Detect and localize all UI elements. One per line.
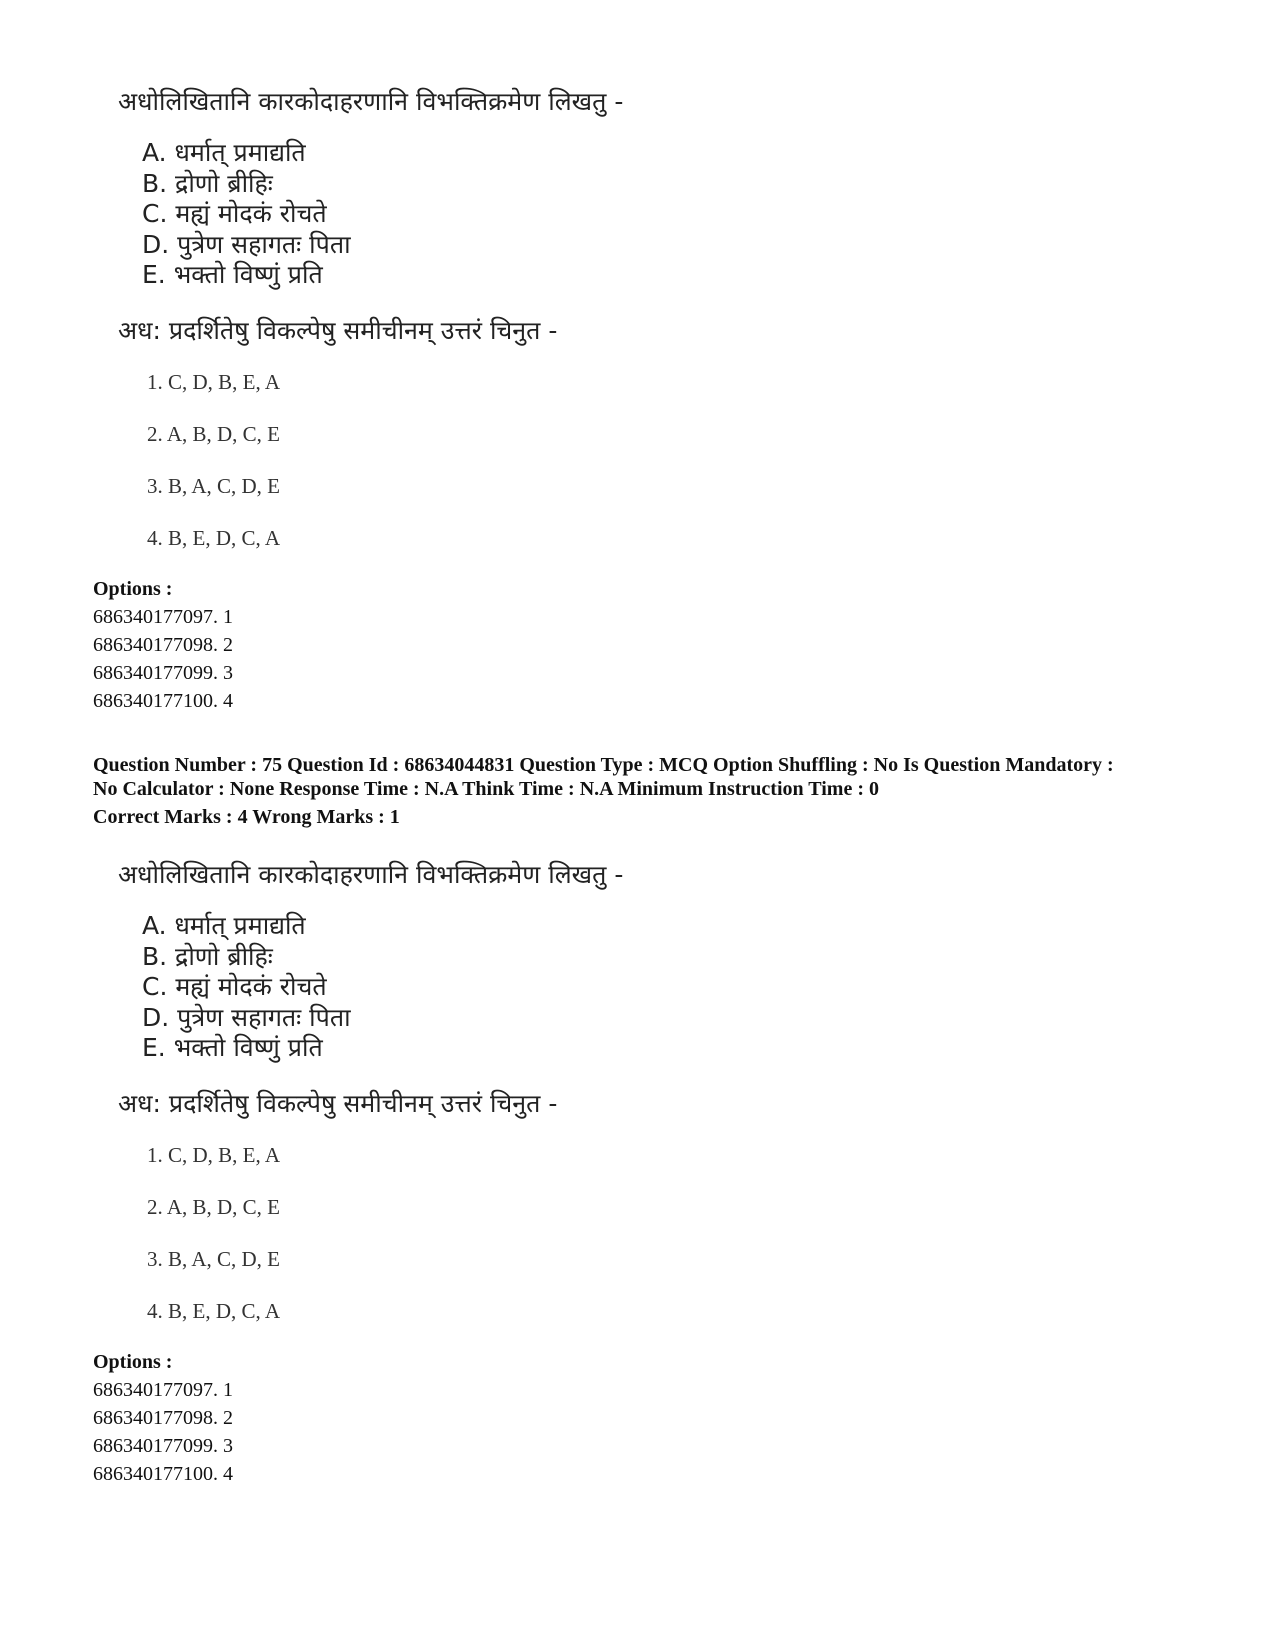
question-item-b: B. द्रोणो ब्रीहिः xyxy=(142,169,273,198)
question-instruction: अध: प्रदर्शितेषु विकल्पेषु समीचीनम् उत्तरं चिनुत - xyxy=(118,316,558,345)
question-item-d: D. पुत्रेण सहागतः पिता xyxy=(142,1003,351,1032)
option-line: 686340177099. 3 xyxy=(93,662,233,684)
question-item-b: B. द्रोणो ब्रीहिः xyxy=(142,942,273,971)
question-item-c: C. मह्यं मोदकं रोचते xyxy=(142,972,327,1001)
options-label: Options : xyxy=(93,578,173,600)
answer-choice-4: 4. B, E, D, C, A xyxy=(147,1299,281,1323)
question-instruction: अध: प्रदर्शितेषु विकल्पेषु समीचीनम् उत्तरं चिनुत - xyxy=(118,1089,558,1118)
answer-choice-4: 4. B, E, D, C, A xyxy=(147,526,281,550)
options-label: Options : xyxy=(93,1351,173,1373)
option-line: 686340177099. 3 xyxy=(93,1435,233,1457)
question-item-a: A. धर्मात् प्रमाद्यति xyxy=(142,138,306,167)
option-line: 686340177097. 1 xyxy=(93,606,233,628)
answer-choice-1: 1. C, D, B, E, A xyxy=(147,370,281,394)
option-line: 686340177100. 4 xyxy=(93,690,233,712)
question-item-e: E. भक्तो विष्णुं प्रति xyxy=(142,1033,323,1062)
option-line: 686340177100. 4 xyxy=(93,1463,233,1485)
question-prompt: अधोलिखितानि कारकोदाहरणानि विभक्तिक्रमेण लिखतु - xyxy=(118,87,624,116)
option-line: 686340177098. 2 xyxy=(93,634,233,656)
question-prompt: अधोलिखितानि कारकोदाहरणानि विभक्तिक्रमेण लिखतु - xyxy=(118,860,624,889)
question-item-d: D. पुत्रेण सहागतः पिता xyxy=(142,230,351,259)
answer-choice-3: 3. B, A, C, D, E xyxy=(147,474,281,498)
option-line: 686340177097. 1 xyxy=(93,1379,233,1401)
answer-choice-2: 2. A, B, D, C, E xyxy=(147,422,281,446)
question-meta-line-2: No Calculator : None Response Time : N.A Think Time : N.A Minimum Instruction Time : 0 xyxy=(93,778,879,800)
question-item-c: C. मह्यं मोदकं रोचते xyxy=(142,199,327,228)
answer-choice-1: 1. C, D, B, E, A xyxy=(147,1143,281,1167)
question-marks: Correct Marks : 4 Wrong Marks : 1 xyxy=(93,806,400,828)
option-line: 686340177098. 2 xyxy=(93,1407,233,1429)
question-meta-line-1: Question Number : 75 Question Id : 68634044831 Question Type : MCQ Option Shuffling : No Is Question Mandatory : xyxy=(93,754,1114,776)
question-item-a: A. धर्मात् प्रमाद्यति xyxy=(142,911,306,940)
answer-choice-2: 2. A, B, D, C, E xyxy=(147,1195,281,1219)
question-item-e: E. भक्तो विष्णुं प्रति xyxy=(142,260,323,289)
answer-choice-3: 3. B, A, C, D, E xyxy=(147,1247,281,1271)
